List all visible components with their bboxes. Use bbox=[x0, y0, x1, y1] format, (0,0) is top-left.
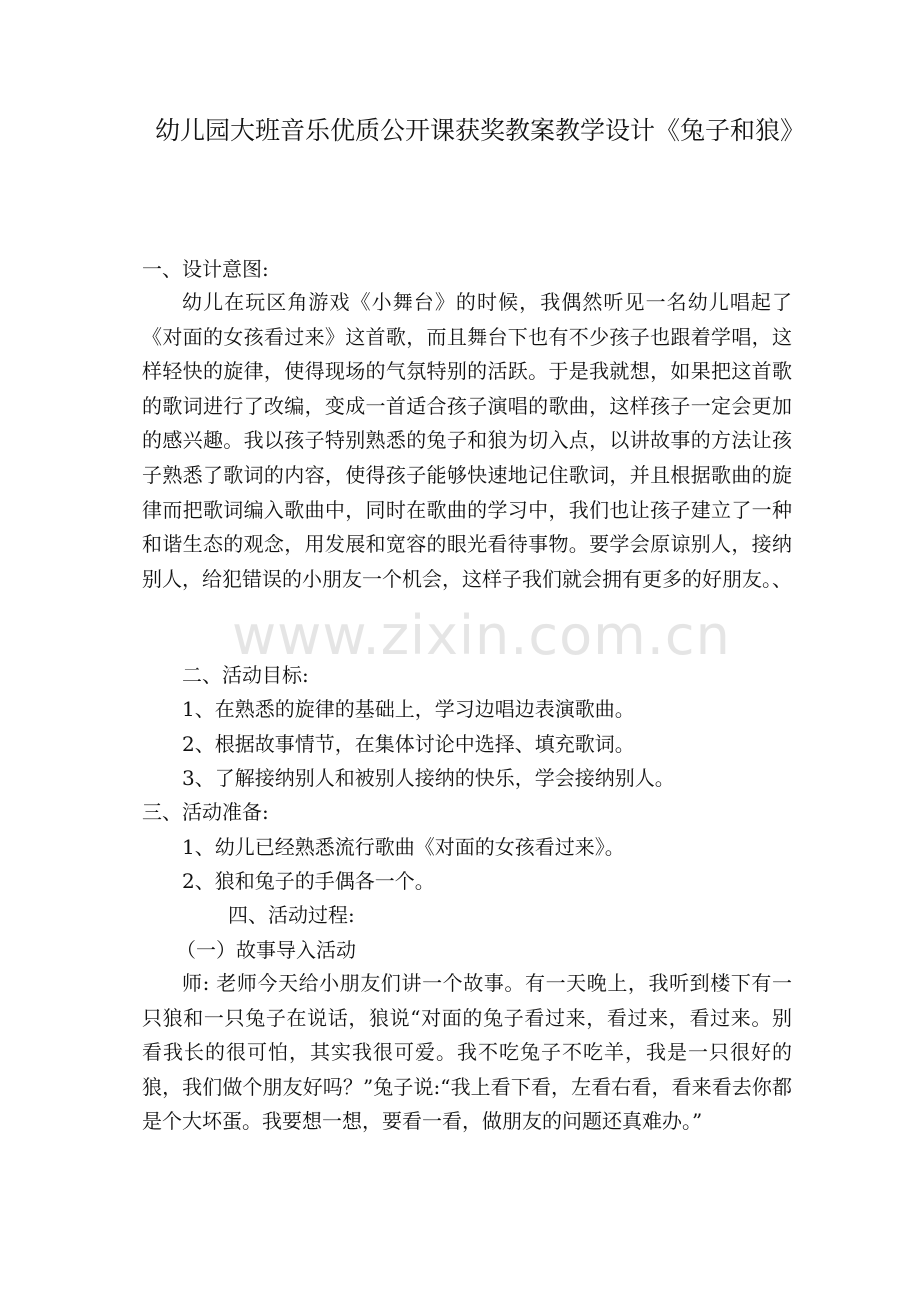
section-4-paragraph: 师: 老师今天给小朋友们讲一个故事。有一天晚上，我听到楼下有一只狼和一只兔子在说话，狼说“对面的兔子看过来，看过来，看过来。别看我长的很可怕，其实我很可爱。我不吃兔子不吃羊，我是一只很好的狼，我们做个朋友好吗？”兔子说:“我上看下看，左看右看，看来看去你都是个大坏蛋。我要想一想，要看一看，做朋友的问题还真难办。” bbox=[142, 971, 792, 1134]
document-title: 幼儿园大班音乐优质公开课获奖教案教学设计《兔子和狼》 bbox=[154, 116, 805, 145]
preparation-item-1: 1、幼儿已经熟悉流行歌曲《对面的女孩看过来》。 bbox=[182, 835, 625, 859]
objective-item-2: 2、根据故事情节，在集体讨论中选择、填充歌词。 bbox=[182, 732, 635, 756]
section-4-heading: 四、活动过程: bbox=[228, 903, 355, 927]
section-2-heading: 二、活动目标: bbox=[182, 663, 309, 687]
preparation-item-2: 2、狼和兔子的手偶各一个。 bbox=[182, 869, 435, 893]
watermark: www.zixin.com.cn bbox=[232, 604, 731, 667]
section-1-paragraph: 幼儿在玩区角游戏《小舞台》的时候，我偶然听见一名幼儿唱起了《对面的女孩看过来》这首歌，而且舞台下也有不少孩子也跟着学唱，这样轻快的旋律，使得现场的气氛特别的活跃。于是我就想，如果把这首歌的歌词进行了改编，变成一首适合孩子演唱的歌曲，这样孩子一定会更加的感兴趣。我以孩子特别熟悉的兔子和狼为切入点，以讲故事的方法让孩子熟悉了歌词的内容，使得孩子能够快速地记住歌词，并且根据歌曲的旋律而把歌词编入歌曲中，同时在歌曲的学习中，我们也让孩子建立了一种和谐生态的观念，用发展和宽容的眼光看待事物。要学会原谅别人，接纳别人，给犯错误的小朋友一个机会，这样子我们就会拥有更多的好朋友。、 bbox=[142, 290, 792, 591]
section-1-heading: 一、设计意图: bbox=[142, 257, 269, 281]
section-4-subheading: （一）故事导入活动 bbox=[176, 938, 356, 962]
objective-item-3: 3、了解接纳别人和被别人接纳的快乐，学会接纳别人。 bbox=[182, 766, 675, 790]
objective-item-1: 1、在熟悉的旋律的基础上，学习边唱边表演歌曲。 bbox=[182, 697, 635, 721]
section-3-heading: 三、活动准备: bbox=[142, 800, 269, 824]
